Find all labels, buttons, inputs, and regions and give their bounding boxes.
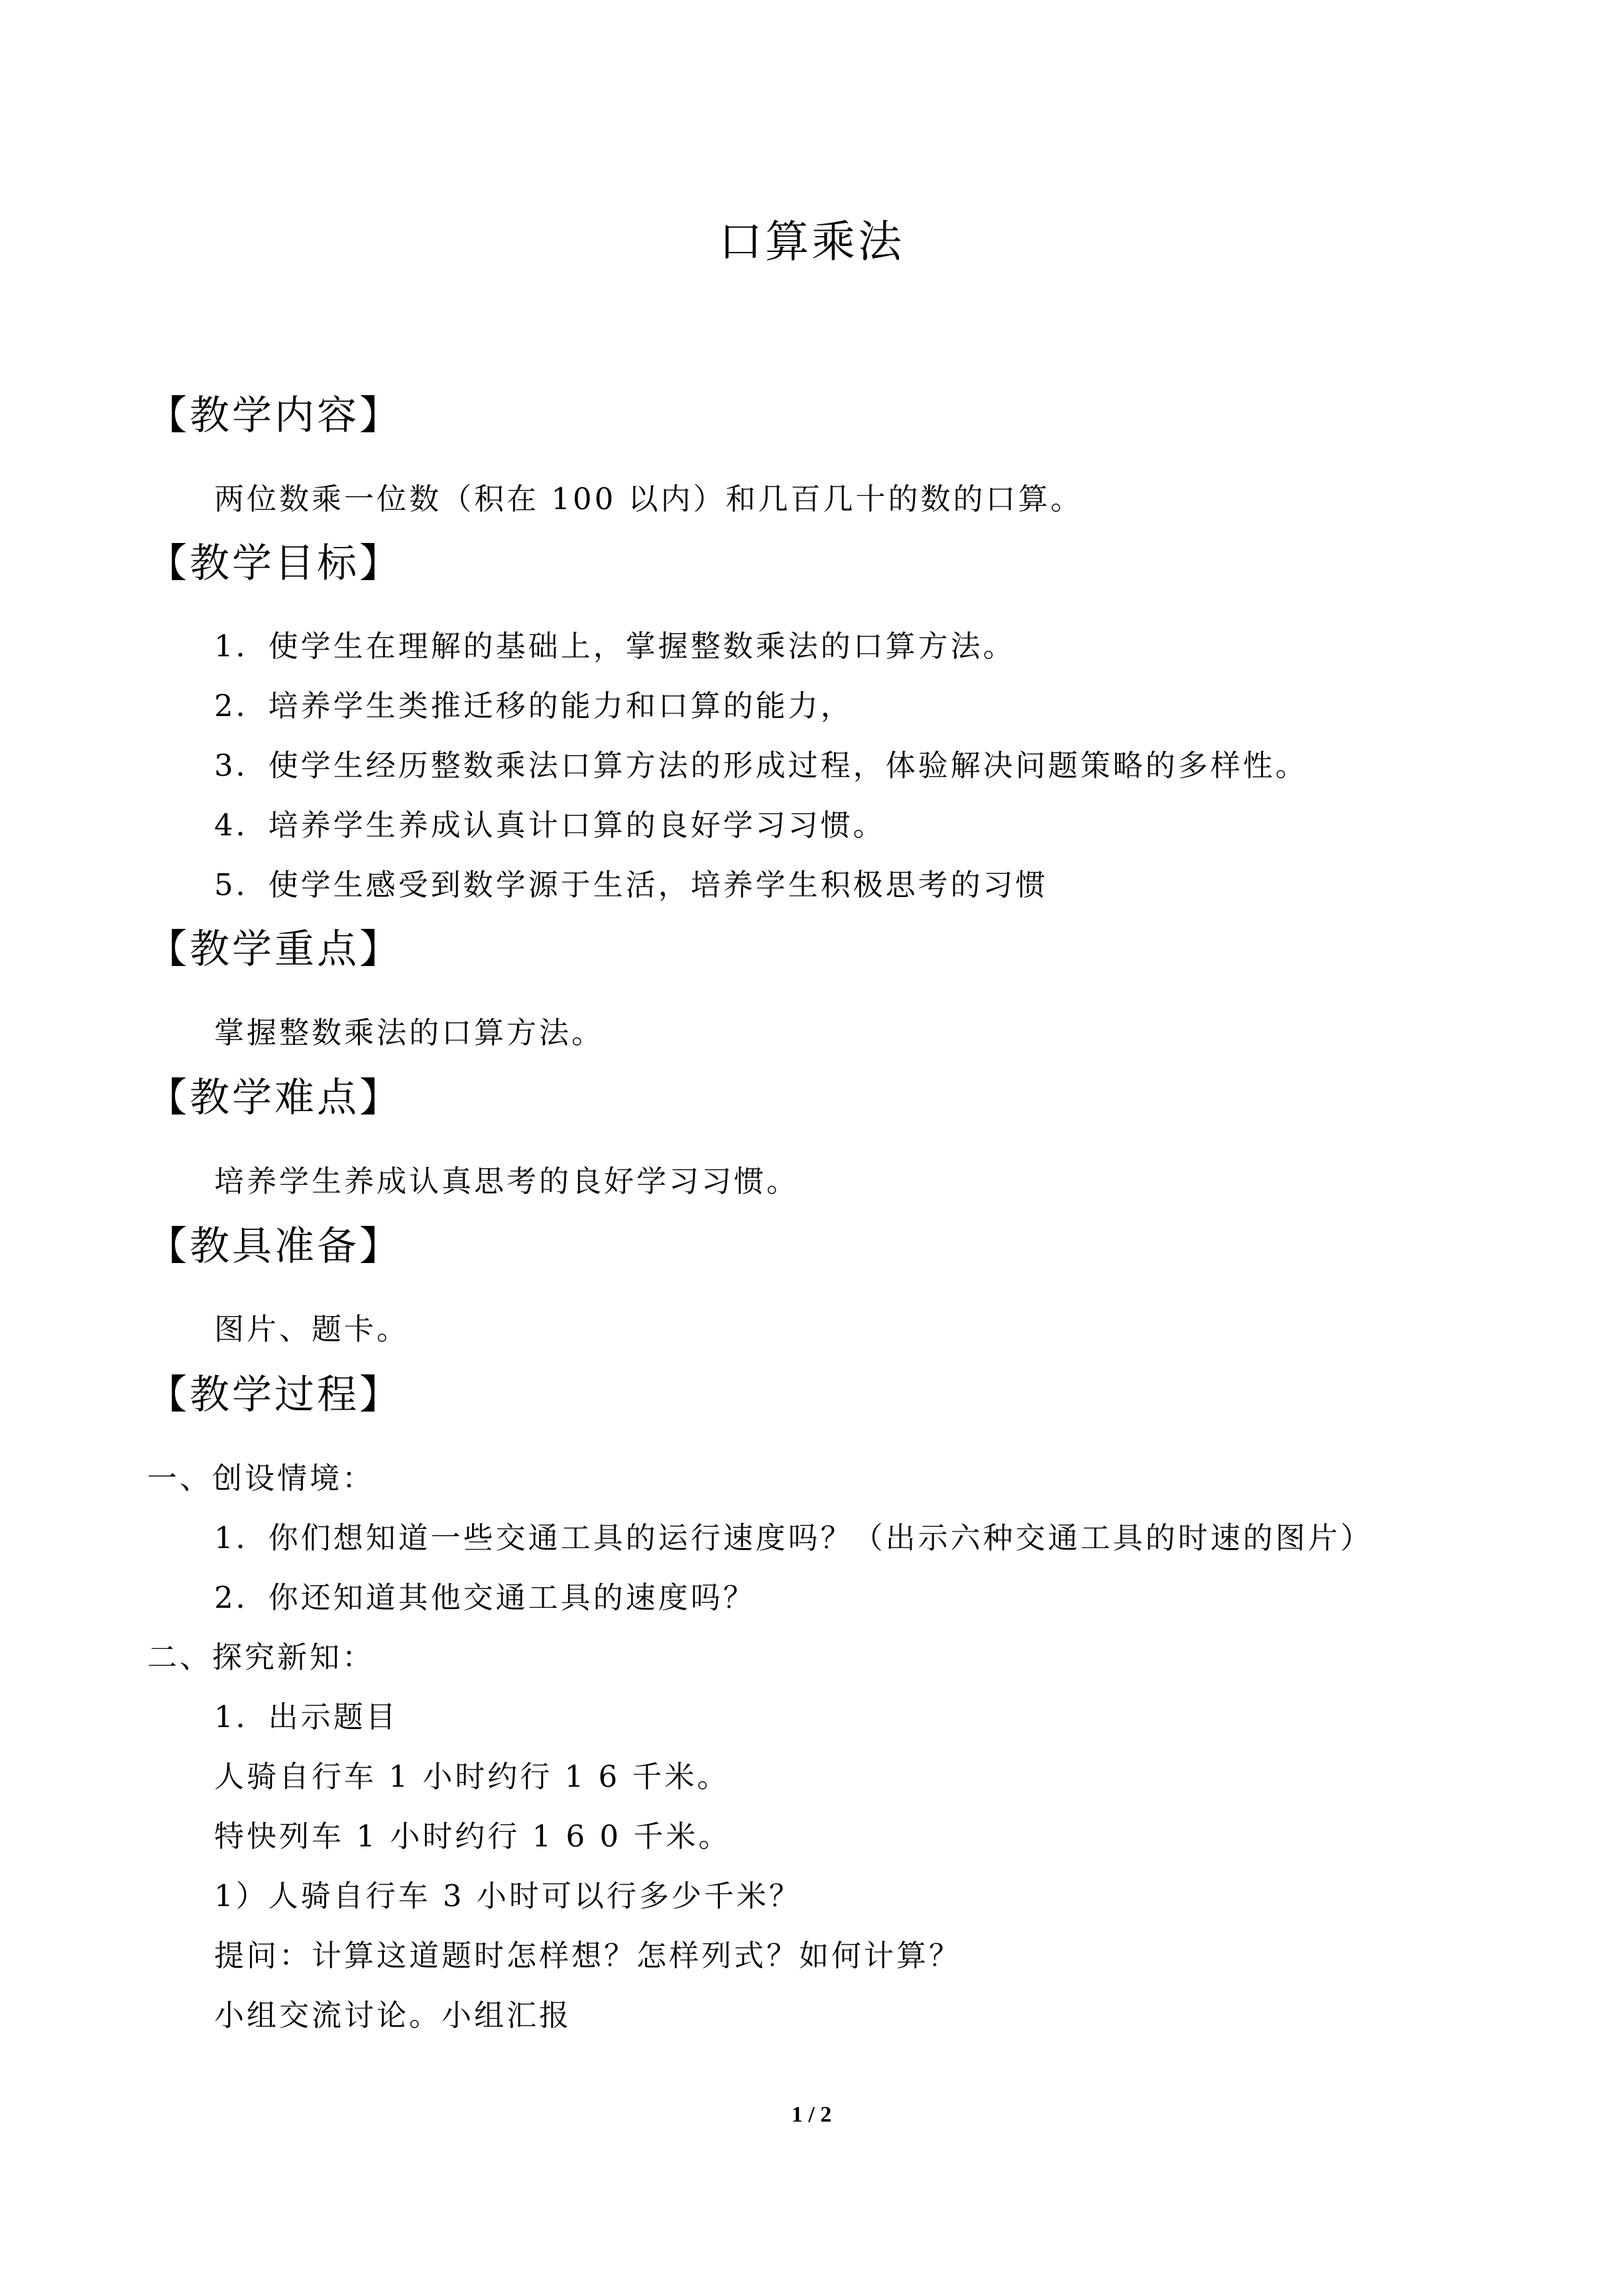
section-heading-difficulties: 【教学难点】: [147, 1075, 402, 1121]
section-heading-goals: 【教学目标】: [147, 540, 402, 587]
section-heading-process: 【教学过程】: [147, 1372, 402, 1418]
goal-item-3: 3．使学生经历整数乘法口算方法的形成过程，体验解决问题策略的多样性。: [214, 748, 1308, 783]
goal-item-1: 1．使学生在理解的基础上，掌握整数乘法的口算方法。: [214, 629, 1016, 664]
key-points-line: 掌握整数乘法的口算方法。: [214, 1015, 605, 1050]
section-heading-content: 【教学内容】: [147, 393, 402, 439]
process-step-1-title: 一、创设情境：: [147, 1461, 375, 1496]
page-title: 口算乘法: [719, 216, 904, 267]
difficulties-line: 培养学生养成认真思考的良好学习习惯。: [214, 1164, 800, 1199]
goal-item-5: 5．使学生感受到数学源于生活，培养学生积极思考的习惯: [214, 867, 1048, 902]
process-step-2-line: 1．出示题目: [214, 1699, 398, 1734]
process-step-2-title: 二、探究新知：: [147, 1640, 375, 1675]
process-step-2-line: 1）人骑自行车 3 小时可以行多少千米？: [214, 1878, 802, 1913]
materials-line: 图片、题卡。: [214, 1311, 410, 1347]
process-step-1-line: 1．你们想知道一些交通工具的运行速度吗？（出示六种交通工具的时速的图片）: [214, 1520, 1373, 1555]
goal-item-2: 2．培养学生类推迁移的能力和口算的能力，: [214, 688, 853, 723]
process-step-2-line: 特快列车 1 小时约行 1 6 0 千米。: [214, 1819, 731, 1854]
process-step-2-line: 小组交流讨论。小组汇报: [214, 1998, 572, 2033]
page-number: 1 / 2: [791, 2102, 832, 2127]
content-line: 两位数乘一位数（积在 100 以内）和几百几十的数的口算。: [214, 481, 1083, 516]
process-step-2-line: 提问：计算这道题时怎样想？怎样列式？如何计算？: [214, 1938, 962, 1973]
section-heading-key-points: 【教学重点】: [147, 926, 402, 973]
goal-item-4: 4．培养学生养成认真计口算的良好学习习惯。: [214, 808, 886, 843]
section-heading-materials: 【教具准备】: [147, 1223, 402, 1270]
process-step-1-line: 2．你还知道其他交通工具的速度吗？: [214, 1580, 756, 1615]
process-step-2-line: 人骑自行车 1 小时约行 1 6 千米。: [214, 1759, 730, 1794]
